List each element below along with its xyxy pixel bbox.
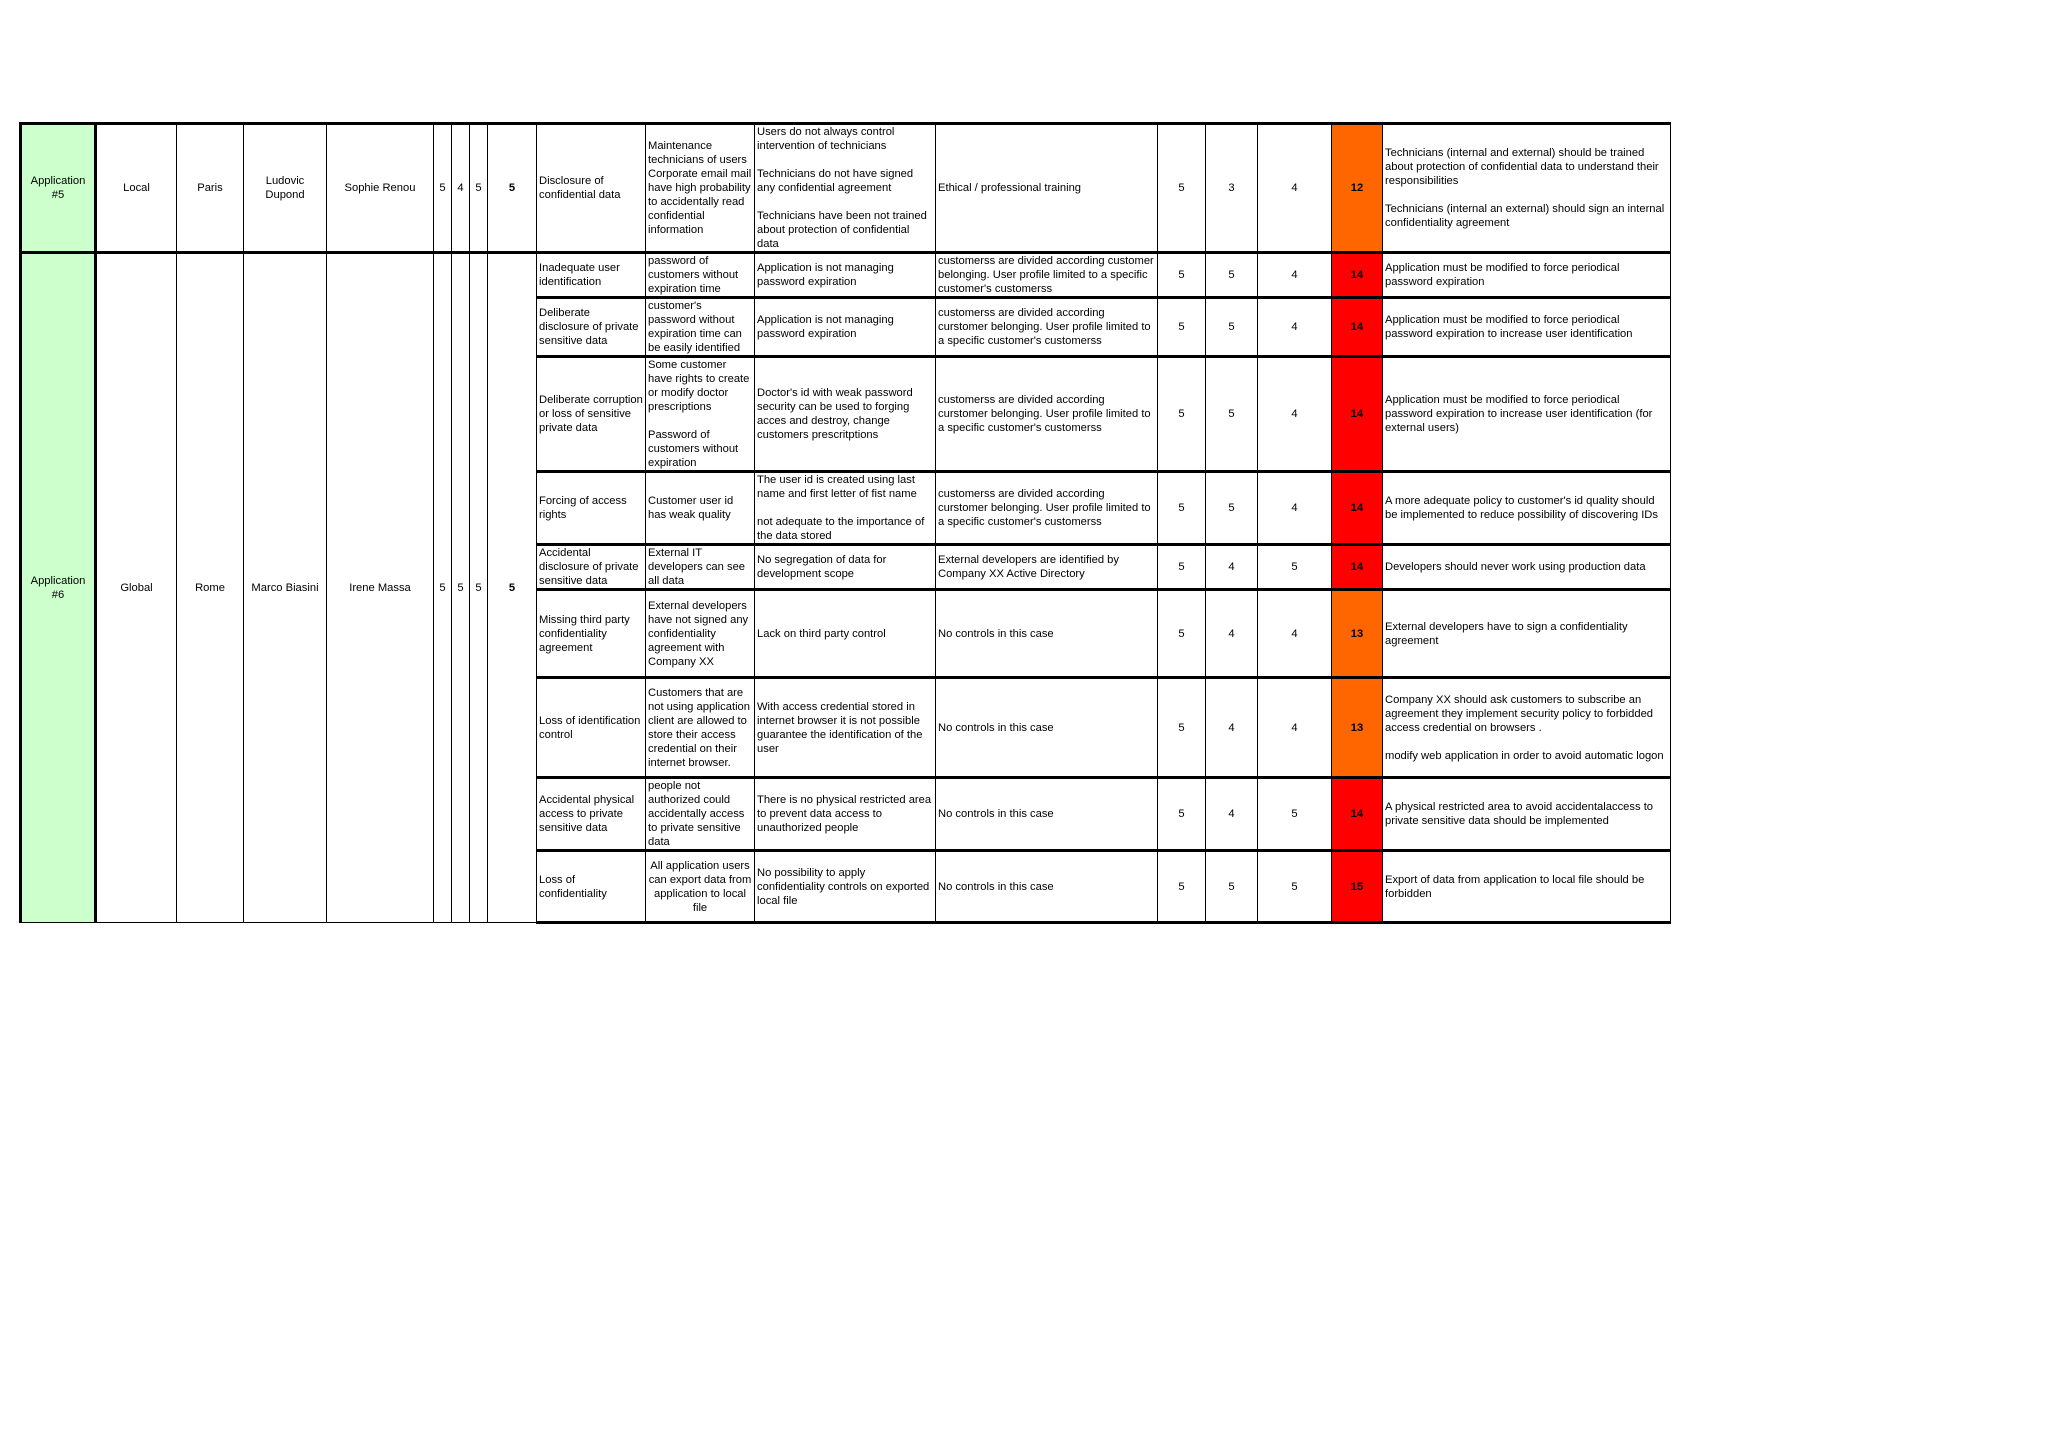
impact-cell: 5 xyxy=(1158,357,1206,472)
action-cell: External developers have to sign a confidentiality agreement xyxy=(1383,590,1671,678)
risk-cell: Inadequate user identification xyxy=(537,253,646,298)
vulnerability-cell: The user id is created using last name and first letter of fist name not adequate to the importance of the data stored xyxy=(755,472,936,545)
vulnerability-cell: Doctor's id with weak password security can be used to forging acces and destroy, change customers prescritptions xyxy=(755,357,936,472)
controls-cell: Ethical / professional training xyxy=(936,124,1158,253)
risk-score-cell: 12 xyxy=(1332,124,1383,253)
exposure-cell: 4 xyxy=(1258,357,1332,472)
risk-cell: Loss of identification control xyxy=(537,678,646,778)
exposure-cell: 5 xyxy=(1258,778,1332,851)
vulnerability-cell: Users do not always control intervention of technicians Technicians do not have signed any confidential agreement Technicians have been not trained about protection of confidential data xyxy=(755,124,936,253)
probability-cell: 4 xyxy=(1206,678,1258,778)
probability-cell: 5 xyxy=(1206,851,1258,923)
action-cell: Technicians (internal and external) should be trained about protection of confidential data to understand their responsibilities Technicians (internal an external) should sign an internal confidentiality agreement xyxy=(1383,124,1671,253)
risk-score-cell: 13 xyxy=(1332,590,1383,678)
threat-cell: customer's password without expiration time can be easily identified xyxy=(646,298,755,357)
max-score-cell: 5 xyxy=(488,124,537,253)
action-cell: Export of data from application to local file should be forbidden xyxy=(1383,851,1671,923)
controls-cell: customerss are divided according curstomer belonging. User profile limited to a specific customer's customerss xyxy=(936,298,1158,357)
owner-cell: Ludovic Dupond xyxy=(244,124,327,253)
probability-cell: 4 xyxy=(1206,778,1258,851)
risk-cell: Deliberate disclosure of private sensitive data xyxy=(537,298,646,357)
vulnerability-cell: With access credential stored in internet browser it is not possible guarantee the identification of the user xyxy=(755,678,936,778)
impact-cell: 5 xyxy=(1158,545,1206,590)
controls-cell: customerss are divided according customer belonging. User profile limited to a specific customer's customerss xyxy=(936,253,1158,298)
action-cell: A more adequate policy to customer's id quality should be implemented to reduce possibility of discovering IDs xyxy=(1383,472,1671,545)
controls-cell: No controls in this case xyxy=(936,851,1158,923)
risk-cell: Deliberate corruption or loss of sensitive private data xyxy=(537,357,646,472)
threat-cell: Some customer have rights to create or modify doctor prescriptions Password of customers without expiration xyxy=(646,357,755,472)
impact-cell: 5 xyxy=(1158,253,1206,298)
risk-cell: Forcing of access rights xyxy=(537,472,646,545)
probability-cell: 3 xyxy=(1206,124,1258,253)
action-cell: Application must be modified to force periodical password expiration to increase user identification xyxy=(1383,298,1671,357)
threat-cell: password of customers without expiration time xyxy=(646,253,755,298)
risk-score-cell: 14 xyxy=(1332,298,1383,357)
vulnerability-cell: There is no physical restricted area to prevent data access to unauthorized people xyxy=(755,778,936,851)
threat-cell: Maintenance technicians of users Corporate email mail have high probability to accidentally read confidential information xyxy=(646,124,755,253)
controls-cell: External developers are identified by Company XX Active Directory xyxy=(936,545,1158,590)
impact-cell: 5 xyxy=(1158,298,1206,357)
risk-score-cell: 14 xyxy=(1332,253,1383,298)
application-cell: Application #6 xyxy=(21,253,96,923)
exposure-cell: 4 xyxy=(1258,124,1332,253)
action-cell: Company XX should ask customers to subscribe an agreement they implement security policy to forbidded access credential on browsers . modify web application in order to avoid automatic logon xyxy=(1383,678,1671,778)
impact-cell: 5 xyxy=(1158,851,1206,923)
risk-score-cell: 15 xyxy=(1332,851,1383,923)
probability-cell: 5 xyxy=(1206,298,1258,357)
threat-cell: External IT developers can see all data xyxy=(646,545,755,590)
vulnerability-cell: Application is not managing password expiration xyxy=(755,298,936,357)
impact-cell: 5 xyxy=(1158,124,1206,253)
table-row xyxy=(21,253,1671,298)
threat-cell: people not authorized could accidentally access to private sensitive data xyxy=(646,778,755,851)
exposure-cell: 4 xyxy=(1258,590,1332,678)
exposure-cell: 4 xyxy=(1258,472,1332,545)
impact-cell: 5 xyxy=(1158,472,1206,545)
risk-cell: Loss of confidentiality xyxy=(537,851,646,923)
vulnerability-cell: No possibility to apply confidentiality controls on exported local file xyxy=(755,851,936,923)
action-cell: A physical restricted area to avoid accidentalaccess to private sensitive data should be implemented xyxy=(1383,778,1671,851)
controls-cell: No controls in this case xyxy=(936,678,1158,778)
risk-assessment-table xyxy=(19,122,1671,924)
risk-score-cell: 13 xyxy=(1332,678,1383,778)
a-score-cell: 5 xyxy=(470,124,488,253)
impact-cell: 5 xyxy=(1158,678,1206,778)
city-cell: Rome xyxy=(177,253,244,923)
i-score-cell: 4 xyxy=(452,124,470,253)
probability-cell: 5 xyxy=(1206,253,1258,298)
risk-cell: Accidental disclosure of private sensitive data xyxy=(537,545,646,590)
i-score-cell: 5 xyxy=(452,253,470,923)
risk-cell: Disclosure of confidential data xyxy=(537,124,646,253)
controls-cell: No controls in this case xyxy=(936,590,1158,678)
manager-cell: Irene Massa xyxy=(327,253,434,923)
owner-cell: Marco Biasini xyxy=(244,253,327,923)
impact-cell: 5 xyxy=(1158,590,1206,678)
risk-cell: Missing third party confidentiality agreement xyxy=(537,590,646,678)
probability-cell: 4 xyxy=(1206,590,1258,678)
exposure-cell: 5 xyxy=(1258,545,1332,590)
probability-cell: 4 xyxy=(1206,545,1258,590)
max-score-cell: 5 xyxy=(488,253,537,923)
a-score-cell: 5 xyxy=(470,253,488,923)
impact-cell: 5 xyxy=(1158,778,1206,851)
exposure-cell: 5 xyxy=(1258,851,1332,923)
city-cell: Paris xyxy=(177,124,244,253)
controls-cell: customerss are divided according curstomer belonging. User profile limited to a specific customer's customerss xyxy=(936,472,1158,545)
risk-score-cell: 14 xyxy=(1332,472,1383,545)
action-cell: Application must be modified to force periodical password expiration xyxy=(1383,253,1671,298)
probability-cell: 5 xyxy=(1206,357,1258,472)
controls-cell: customerss are divided according curstomer belonging. User profile limited to a specific customer's customerss xyxy=(936,357,1158,472)
risk-score-cell: 14 xyxy=(1332,778,1383,851)
manager-cell: Sophie Renou xyxy=(327,124,434,253)
exposure-cell: 4 xyxy=(1258,298,1332,357)
action-cell: Developers should never work using production data xyxy=(1383,545,1671,590)
vulnerability-cell: Lack on third party control xyxy=(755,590,936,678)
exposure-cell: 4 xyxy=(1258,678,1332,778)
vulnerability-cell: Application is not managing password expiration xyxy=(755,253,936,298)
threat-cell: External developers have not signed any confidentiality agreement with Company XX xyxy=(646,590,755,678)
risk-cell: Accidental physical access to private sensitive data xyxy=(537,778,646,851)
risk-score-cell: 14 xyxy=(1332,357,1383,472)
risk-score-cell: 14 xyxy=(1332,545,1383,590)
exposure-cell: 4 xyxy=(1258,253,1332,298)
c-score-cell: 5 xyxy=(434,124,452,253)
controls-cell: No controls in this case xyxy=(936,778,1158,851)
table-row xyxy=(21,124,1671,253)
vulnerability-cell: No segregation of data for development scope xyxy=(755,545,936,590)
probability-cell: 5 xyxy=(1206,472,1258,545)
c-score-cell: 5 xyxy=(434,253,452,923)
action-cell: Application must be modified to force periodical password expiration to increase user identification (for external users) xyxy=(1383,357,1671,472)
scope-cell: Global xyxy=(96,253,177,923)
application-cell: Application #5 xyxy=(21,124,96,253)
threat-cell: Customers that are not using application client are allowed to store their access credential on their internet browser. xyxy=(646,678,755,778)
threat-cell: All application users can export data from application to local file xyxy=(646,851,755,923)
scope-cell: Local xyxy=(96,124,177,253)
threat-cell: Customer user id has weak quality xyxy=(646,472,755,545)
